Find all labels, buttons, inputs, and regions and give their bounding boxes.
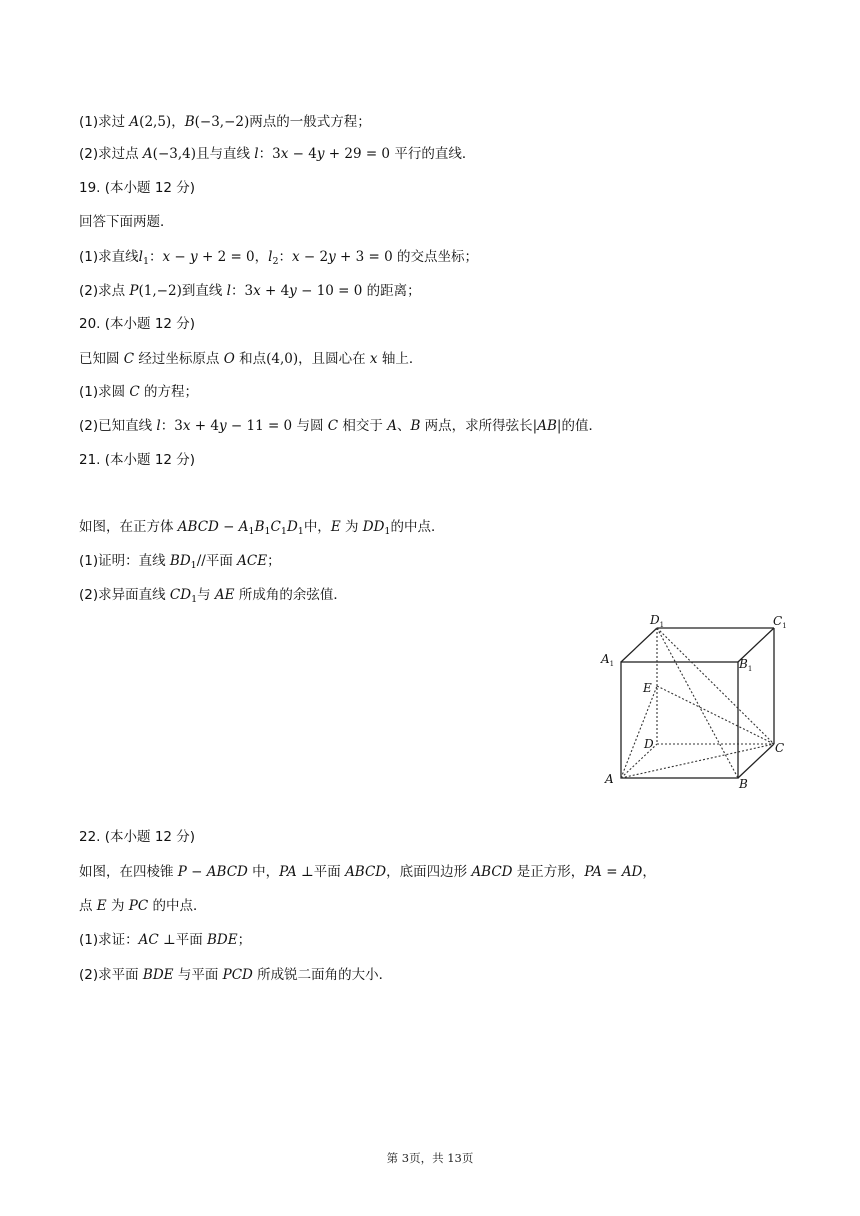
label-c1: $C_1$ (773, 614, 787, 630)
segment-d1-b (657, 628, 738, 778)
line-q22-part2: (2)求平面 BDE 与平面 PCD 所成锐二面角的大小． (79, 967, 393, 983)
q22-intro: 如图，在四棱锥 P − ABCD 中，PA ⊥平面 ABCD，底面四边形 ABCD 是正方形，PA = AD， (79, 864, 656, 880)
page-footer: 第 3页，共 13页 (386, 1151, 474, 1165)
q19-intro: 回答下面两题． (79, 214, 174, 230)
q21-intro: 如图，在正方体 ABCD − $A_1B_1C_1D_1$中，E 为 $DD_1$的中点． (79, 519, 445, 537)
segment-e-c (657, 686, 774, 744)
q19-heading: 19. (本小题 12 分) (79, 180, 196, 196)
line-q18-part1: (1)求过 A(2,5)，B(−3,−2)两点的一般式方程； (79, 114, 371, 130)
cube-figure (596, 608, 796, 793)
label-a: A (605, 772, 614, 786)
q20-intro: 已知圆 C 经过坐标原点 O 和点(4,0)，且圆心在 x 轴上． (79, 351, 423, 367)
cube-front-face (621, 662, 738, 778)
line-q21-part2: (2)求异面直线 $CD_1$与 AE 所成角的余弦值． (79, 587, 347, 605)
label-c: C (775, 741, 785, 755)
label-b: B (739, 777, 748, 791)
edge-b-c (738, 744, 774, 778)
line-q20-part2: (2)已知直线 l：3x + 4y − 11 = 0 与圆 C 相交于 A、B 两点，求所得弦长|AB|的值． (79, 418, 602, 434)
line-q19-part2: (2)求点 P(1,−2)到直线 l：3x + 4y − 10 = 0 的距离； (79, 283, 421, 299)
q22-intro-cont: 点 E 为 PC 的中点． (79, 898, 207, 914)
edge-a1-d1 (621, 628, 657, 662)
line-q21-part1: (1)证明：直线 $BD_1//$平面 ACE； (79, 553, 281, 571)
label-d1: $D_1$ (650, 613, 665, 629)
label-d: D (644, 737, 654, 751)
label-a1: $A_1$ (601, 652, 615, 668)
label-b1: $B_1$ (739, 657, 753, 673)
line-q22-part1: (1)求证：AC ⊥平面 BDE； (79, 932, 252, 948)
line-q18-part2: (2)求过点 A(−3,4)且与直线 l：3x − 4y + 29 = 0 平行的直线． (79, 146, 476, 162)
q22-heading: 22. (本小题 12 分) (79, 829, 196, 845)
line-q19-part1: (1)求直线$l_1$：x − y + 2 = 0，$l_2$：x − 2y + 3 = 0 的交点坐标； (79, 249, 479, 267)
line-q20-part1: (1)求圆 C 的方程； (79, 384, 199, 400)
q21-heading: 21. (本小题 12 分) (79, 452, 196, 468)
segment-a-e (621, 686, 657, 778)
q20-heading: 20. (本小题 12 分) (79, 316, 196, 332)
label-e: E (643, 681, 652, 695)
